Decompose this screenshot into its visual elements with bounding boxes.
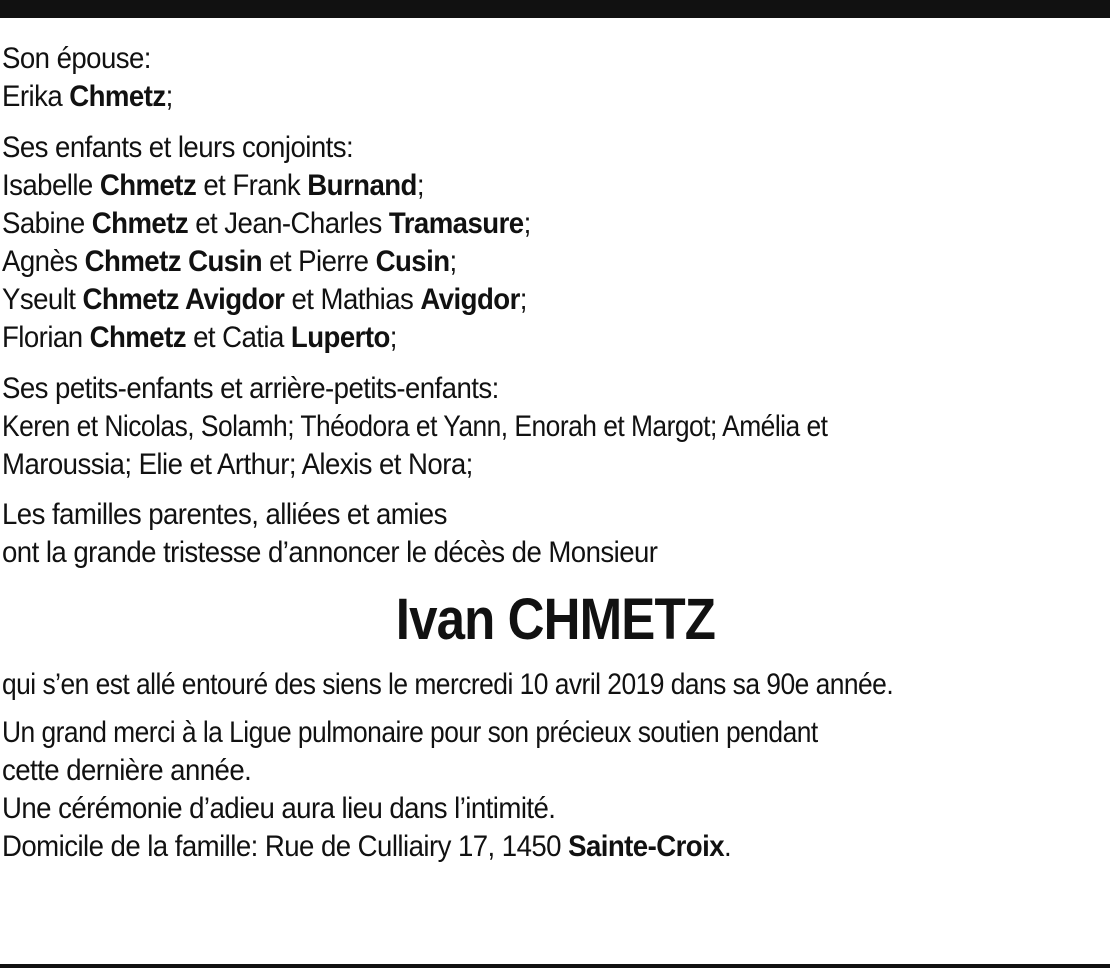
- families-line-2: ont la grande tristesse d’annoncer le décès de Monsieur: [2, 536, 658, 569]
- child-first-name: Yseult: [2, 283, 83, 316]
- children-block: [2, 129, 1108, 357]
- child-last-name: Chmetz: [99, 169, 197, 202]
- passing-block: [2, 666, 1108, 704]
- child-first-name: Florian: [2, 321, 90, 354]
- spouse-heading: Son épouse:: [2, 42, 151, 75]
- partner-first-name: et Frank: [196, 169, 308, 202]
- partner-last-name: Avigdor: [420, 283, 520, 316]
- notice-content: [2, 40, 1108, 866]
- partner-first-name: et Mathias: [284, 283, 421, 316]
- thanks-line-2: cette dernière année.: [2, 754, 252, 787]
- address-end: .: [724, 830, 732, 863]
- child-last-name: Chmetz: [91, 207, 189, 240]
- child-last-name: Chmetz Cusin: [84, 245, 263, 278]
- child-last-name: Chmetz: [89, 321, 186, 354]
- spouse-first-name: Erika: [2, 80, 70, 113]
- passing-text: qui s’en est allé entouré des siens le mercredi 10 avril 2019 dans sa 90e année.: [2, 668, 894, 701]
- address-prefix: Domicile de la famille: Rue de Culliairy 17, 1450: [2, 830, 569, 863]
- partner-first-name: et Jean-Charles: [188, 207, 389, 240]
- address-town: Sainte-Croix: [568, 830, 725, 863]
- ceremony-line: Une cérémonie d’adieu aura lieu dans l’intimité.: [2, 792, 556, 825]
- grandchildren-heading: Ses petits-enfants et arrière-petits-enfants:: [2, 372, 499, 405]
- child-row: [2, 167, 1020, 205]
- partner-first-name: et Catia: [185, 321, 291, 354]
- grandchildren-line-1: Keren et Nicolas, Solamh; Théodora et Yann, Enorah et Margot; Amélia et: [2, 410, 828, 443]
- top-rule: [0, 0, 1110, 18]
- families-line-1: Les familles parentes, alliées et amies: [2, 498, 447, 531]
- row-punct: ;: [449, 245, 457, 278]
- row-punct: ;: [523, 207, 531, 240]
- child-row: [2, 319, 1020, 357]
- address-line: [2, 828, 1020, 866]
- partner-last-name: Tramasure: [388, 207, 524, 240]
- bottom-rule: [0, 964, 1110, 968]
- child-first-name: Agnès: [2, 245, 85, 278]
- families-block: [2, 496, 1108, 572]
- spouse-name-line: [2, 78, 1020, 116]
- partner-last-name: Burnand: [307, 169, 417, 202]
- children-heading: Ses enfants et leurs conjoints:: [2, 131, 354, 164]
- child-row: [2, 281, 1020, 319]
- deceased-name: Ivan CHMETZ: [395, 586, 715, 652]
- partner-last-name: Cusin: [375, 245, 450, 278]
- child-first-name: Sabine: [2, 207, 92, 240]
- child-row: [2, 243, 1020, 281]
- closing-block: [2, 714, 1108, 866]
- row-punct: ;: [519, 283, 527, 316]
- deceased-name-block: [2, 572, 1108, 666]
- row-punct: ;: [416, 169, 425, 202]
- grandchildren-line-2: Maroussia; Elie et Arthur; Alexis et Nora;: [2, 448, 473, 481]
- partner-last-name: Luperto: [290, 321, 390, 354]
- spouse-last-name: Chmetz: [69, 80, 166, 113]
- partner-first-name: et Pierre: [262, 245, 376, 278]
- thanks-line-1: Un grand merci à la Ligue pulmonaire pour son précieux soutien pendant: [2, 716, 818, 749]
- child-last-name: Chmetz Avigdor: [82, 283, 285, 316]
- grandchildren-block: [2, 370, 1108, 484]
- child-row: [2, 205, 1020, 243]
- row-punct: ;: [389, 321, 397, 354]
- child-first-name: Isabelle: [2, 169, 100, 202]
- spouse-block: [2, 40, 1108, 116]
- spouse-punct: ;: [165, 80, 173, 113]
